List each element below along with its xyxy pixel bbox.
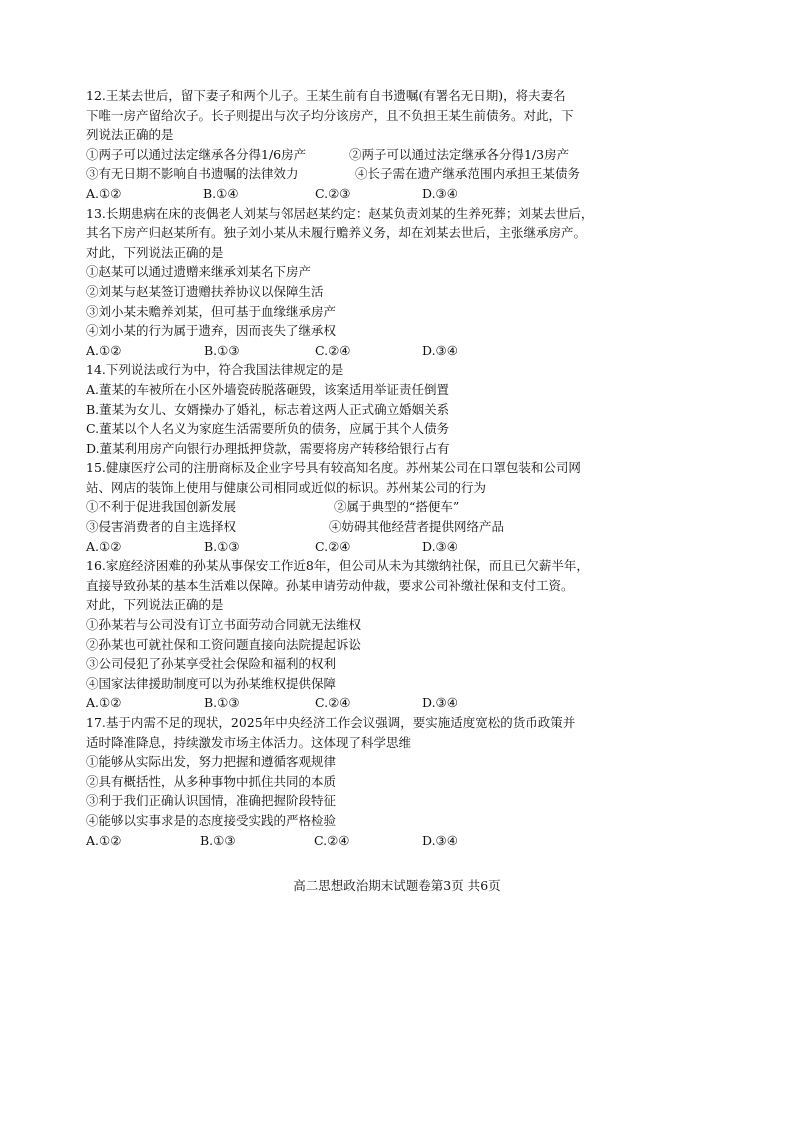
- answer-choice: A.①②: [86, 185, 122, 201]
- option-row: [86, 145, 716, 165]
- option: ②两子可以通过法定继承各分得1/3房产: [349, 146, 570, 162]
- answer-choice: C.②④: [315, 538, 351, 554]
- answer-choice: B.①③: [204, 538, 240, 554]
- answer-choice: D.③④: [422, 185, 458, 201]
- option: ④刘小某的行为属于遗弃，因而丧失了继承权: [86, 323, 337, 339]
- option: C.董某以个人名义为家庭生活需要所负的债务，应属于其个人债务: [86, 421, 450, 437]
- answer-choice: A.①②: [86, 538, 122, 554]
- option: ④国家法律援助制度可以为孙某维权提供保障: [86, 675, 337, 691]
- option: ①两子可以通过法定继承各分得1/6房产: [86, 146, 307, 162]
- option-row: [86, 497, 716, 517]
- option: ①孙某若与公司没有订立书面劳动合同就无法维权: [86, 617, 362, 633]
- question-stem: 直接导致孙某的基本生活难以保障。孙某申请劳动仲裁，要求公司补缴社保和支付工资。: [86, 577, 574, 593]
- question-stem: 站、网店的装饰上使用与健康公司相同或近似的标识。苏州某公司的行为: [86, 479, 487, 495]
- option: ④妨碍其他经营者提供网络产品: [329, 519, 505, 535]
- question-stem: 13.长期患病在床的丧偶老人刘某与邻居赵某约定：赵某负责刘某的生养死葬；刘某去世后，: [86, 205, 594, 221]
- option: ③刘小某未赡养刘某，但可基于血缘继承房产: [86, 303, 337, 319]
- answer-row: [86, 831, 716, 851]
- option: ③有无日期不影响自书遗嘱的法律效力: [86, 166, 299, 182]
- question-stem: 其名下房产归赵某所有。独子刘小某从未履行赡养义务，却在刘某去世后，主张继承房产。: [86, 225, 587, 241]
- answer-choice: A.①②: [86, 695, 122, 711]
- question-stem: 14.下列说法或行为中，符合我国法律规定的是: [86, 362, 344, 378]
- question-stem: 16.家庭经济困难的孙某从事保安工作近8年，但公司从未为其缴纳社保，而且已欠薪半年，: [86, 558, 589, 574]
- question-14: [86, 360, 716, 458]
- question-stem: 15.健康医疗公司的注册商标及企业字号具有较高知名度。苏州某公司在口罩包装和公司网: [86, 460, 581, 476]
- answer-row: [86, 693, 716, 713]
- question-stem: 下唯一房产留给次子。长子则提出与次子均分该房产，且不负担王某生前债务。对此，下: [86, 107, 574, 123]
- answer-choice: B.①③: [204, 342, 240, 358]
- exam-page: [86, 86, 716, 850]
- answer-choice: B.①③: [200, 832, 236, 848]
- option-row: [86, 164, 716, 184]
- question-17: [86, 713, 716, 850]
- page-footer: 高二思想政治期末试题卷第3页 共6页: [293, 878, 501, 893]
- answer-choice: C.②④: [315, 342, 351, 358]
- question-stem: 12.王某去世后，留下妻子和两个儿子。王某生前有自书遗嘱(有署名无日期)，将夫妻名: [86, 88, 566, 103]
- option: ①赵某可以通过遗赠来继承刘某名下房产: [86, 264, 312, 280]
- answer-choice: C.②③: [315, 185, 351, 201]
- answer-choice: D.③④: [422, 342, 458, 358]
- answer-row: [86, 341, 716, 361]
- answer-choice: D.③④: [422, 832, 458, 848]
- option: ③侵害消费者的自主选择权: [86, 519, 237, 535]
- answer-choice: A.①②: [86, 342, 122, 358]
- option: ③公司侵犯了孙某享受社会保险和福利的权利: [86, 656, 337, 672]
- answer-choice: A.①②: [86, 832, 122, 848]
- question-stem: 对此，下列说法正确的是: [86, 597, 224, 613]
- answer-choice: C.②④: [314, 832, 350, 848]
- question-15: [86, 458, 716, 556]
- option-row: [86, 517, 716, 537]
- question-stem: 列说法正确的是: [86, 127, 174, 143]
- answer-row: [86, 537, 716, 557]
- option: ②刘某与赵某签订遗赠扶养协议以保障生活: [86, 283, 324, 299]
- question-stem: 适时降准降息，持续激发市场主体活力。这体现了科学思维: [86, 734, 412, 750]
- answer-row: [86, 184, 716, 204]
- question-16: [86, 556, 716, 713]
- option: ②属于典型的“搭便车”: [334, 499, 460, 515]
- option: ③利于我们正确认识国情，准确把握阶段特征: [86, 793, 337, 809]
- question-stem: 17.基于内需不足的现状，2025年中央经济工作会议强调，要实施适度宽松的货币政策并: [86, 715, 576, 730]
- question-12: [86, 86, 716, 204]
- option: ②具有概括性，从多种事物中抓住共同的本质: [86, 773, 337, 789]
- option: ④能够以实事求是的态度接受实践的严格检验: [86, 812, 337, 828]
- option: ②孙某也可就社保和工资问题直接向法院提起诉讼: [86, 636, 362, 652]
- question-13: [86, 204, 716, 361]
- option: B.董某为女儿、女婿操办了婚礼，标志着这两人正式确立婚姻关系: [86, 401, 450, 417]
- option: D.董某利用房产向银行办理抵押贷款，需要将房产转移给银行占有: [86, 440, 450, 456]
- option: ①不利于促进我国创新发展: [86, 499, 237, 515]
- answer-choice: B.①③: [204, 695, 240, 711]
- answer-choice: C.②④: [315, 695, 351, 711]
- option: ①能够从实际出发，努力把握和遵循客观规律: [86, 754, 337, 770]
- option: ④长子需在遗产继承范围内承担王某债务: [355, 166, 581, 182]
- answer-choice: B.①④: [203, 185, 239, 201]
- question-stem: 对此，下列说法正确的是: [86, 244, 224, 260]
- answer-choice: D.③④: [422, 538, 458, 554]
- answer-choice: D.③④: [422, 695, 458, 711]
- option: A.董某的车被所在小区外墙瓷砖脱落砸毁，该案适用举证责任倒置: [86, 381, 450, 397]
